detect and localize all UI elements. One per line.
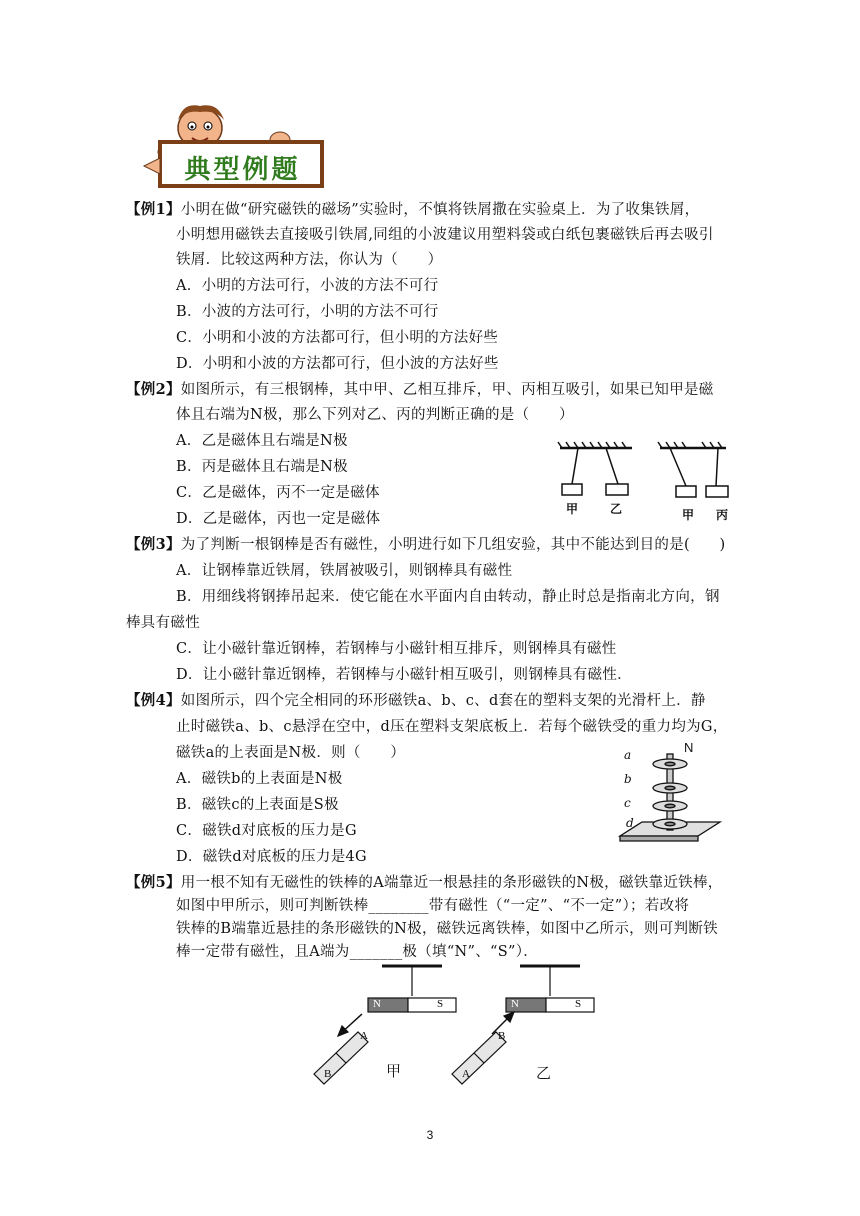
q2-fig-label-jia1: 甲 [566, 502, 579, 516]
q2-label: 【例2】 [126, 381, 181, 398]
q3-label: 【例3】 [126, 536, 181, 553]
q3-option-d: D．让小磁针靠近钢棒，若钢棒与小磁针相互吸引，则钢棒具有磁性． [176, 667, 632, 683]
q2-option-a: A．乙是磁体且右端是N极 [176, 433, 348, 449]
q5-fig-label-s-left: S [437, 998, 444, 1010]
q1-option-d: D．小明和小波的方法都可行，但小波的方法好些 [176, 356, 499, 372]
page-number: 3 [426, 1128, 434, 1142]
q1-option-a: A．小明的方法可行，小波的方法不可行 [176, 278, 439, 294]
q3-option-c: C．让小磁针靠近钢棒，若钢棒与小磁针相互排斥，则钢棒具有磁性 [176, 641, 617, 657]
q4-option-c: C．磁铁d对底板的压力是G [176, 823, 357, 839]
q3-option-b-line1: B．用细线将钢捧吊起来．使它能在水平面内自由转动，静止时总是指南北方向，钢 [176, 589, 720, 605]
q5-stem-line4: 棒一定带有磁性，且A端为_______极（填“N”、“S”）． [176, 944, 539, 960]
q4-option-b: B．磁铁c的上表面是S极 [176, 797, 339, 813]
q5-figure-bar-magnets [304, 962, 604, 1092]
q4-fig-label-d: d [626, 816, 634, 830]
q5-fig-label-a-left: A [360, 1030, 368, 1042]
q5-stem-line2: 如图中甲所示，则可判断铁棒________带有磁性（“一定”、“不一定”）；若改将 [176, 898, 690, 914]
q5-fig-label-b-left: B [324, 1068, 332, 1080]
q2-stem-line1: 如图所示，有三根钢棒，其中甲、乙相互排斥，甲、丙相互吸引，如果已知甲是磁 [180, 382, 714, 398]
q2-fig-label-yi: 乙 [610, 502, 623, 516]
q5-fig-label-a-right: A [462, 1068, 470, 1080]
q1-stem-line3: 铁屑．比较这两种方法，你认为（ ） [176, 252, 443, 268]
q5-fig-label-n-right: N [511, 998, 519, 1010]
q4-option-a: A．磁铁b的上表面是N极 [176, 771, 343, 787]
q4-stem-line1: 如图所示，四个完全相同的环形磁铁a、b、c、d套在的塑料支架的光滑杆上．静 [180, 693, 706, 709]
q4-option-d: D．磁铁d对底板的压力是4G [176, 849, 367, 865]
q1-stem-line1: 小明在做“研究磁铁的磁场”实验时，不慎将铁屑撒在实验桌上．为了收集铁屑， [180, 202, 700, 218]
header-badge [138, 100, 338, 196]
q5-fig-label-jia: 甲 [386, 1062, 402, 1080]
q4-fig-label-b: b [624, 772, 632, 786]
q2-option-b: B．丙是磁体且右端是N极 [176, 459, 348, 475]
q2-stem-line2: 体且右端为N极，那么下列对乙、丙的判断正确的是（ ） [176, 407, 574, 423]
q4-stem-line3: 磁铁a的上表面是N极．则（ ） [176, 745, 406, 761]
q5-fig-label-b-right: B [498, 1030, 506, 1042]
q4-label: 【例4】 [126, 692, 181, 709]
q4-figure-ring-magnets [616, 740, 726, 848]
q5-fig-label-n-left: N [373, 998, 381, 1010]
q2-option-d: D．乙是磁体，丙也一定是磁体 [176, 511, 381, 527]
q3-option-a: A．让钢棒靠近铁屑，铁屑被吸引，则钢棒具有磁性 [176, 563, 513, 579]
q5-fig-label-yi: 乙 [536, 1064, 552, 1082]
q1-label: 【例1】 [126, 201, 181, 218]
q5-stem-line1: 用一根不知有无磁性的铁棒的A端靠近一根悬挂的条形磁铁的N极，磁铁靠近铁棒， [180, 875, 723, 891]
q4-fig-label-n: N [684, 740, 694, 755]
q1-option-b: B．小波的方法可行，小明的方法不可行 [176, 304, 439, 320]
q2-option-c: C．乙是磁体，丙不一定是磁体 [176, 485, 380, 501]
q3-option-b-line2: 棒具有磁性 [126, 615, 200, 631]
header-badge-title: 典型例题 [184, 155, 301, 185]
q2-fig-label-bing: 丙 [716, 508, 729, 522]
q5-fig-label-s-right: S [575, 998, 582, 1010]
q3-stem-line1: 为了判断一根钢棒是否有磁性，小明进行如下几组安验，其中不能达到目的是( ) [180, 537, 726, 553]
q2-fig-label-jia2: 甲 [682, 508, 695, 522]
q1-option-c: C．小明和小波的方法都可行，但小明的方法好些 [176, 330, 499, 346]
q1-stem-line2: 小明想用磁铁去直接吸引铁屑,同组的小波建议用塑料袋或白纸包裹磁铁后再去吸引 [176, 227, 714, 243]
q5-label: 【例5】 [126, 874, 181, 891]
q4-fig-label-a: a [624, 748, 632, 762]
q4-stem-line2: 止时磁铁a、b、c悬浮在空中，d压在塑料支架底板上．若每个磁铁受的重力均为G， [176, 719, 728, 735]
q4-fig-label-c: c [624, 796, 631, 810]
q5-stem-line3: 铁棒的B端靠近悬挂的条形磁铁的N极，磁铁远离铁棒，如图中乙所示，则可判断铁 [176, 921, 718, 937]
